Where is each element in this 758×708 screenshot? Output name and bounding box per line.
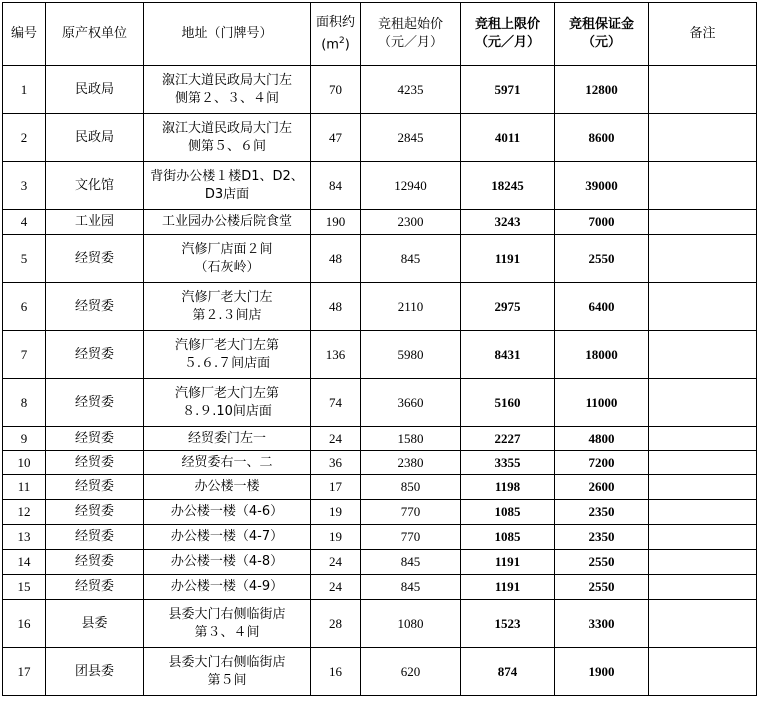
cell-area: 36	[311, 451, 361, 475]
address-line2: 第２.３间店	[192, 307, 262, 323]
cell-owner: 经贸委	[46, 283, 144, 331]
address-line1: 县委大门右侧临街店	[168, 654, 286, 670]
table-row	[3, 550, 757, 575]
address-line2: D3店面	[204, 186, 250, 202]
header-deposit	[555, 3, 649, 66]
cell-no: 13	[3, 525, 46, 550]
cell-remark	[649, 114, 757, 162]
cell-no: 1	[3, 66, 46, 114]
table-row	[3, 500, 757, 525]
cell-deposit: 7200	[555, 451, 649, 475]
cell-remark	[649, 575, 757, 600]
cell-address	[144, 600, 311, 648]
cell-owner: 经贸委	[46, 575, 144, 600]
table-row	[3, 525, 757, 550]
cell-address	[144, 66, 311, 114]
cell-owner: 经贸委	[46, 475, 144, 500]
rental-table	[2, 2, 757, 696]
cell-start-price: 12940	[361, 162, 461, 210]
cell-cap-price: 5971	[461, 66, 555, 114]
cell-address	[144, 210, 311, 235]
cell-area: 24	[311, 550, 361, 575]
cell-address	[144, 500, 311, 525]
header-deposit-line2: （元）	[581, 35, 621, 50]
address-line2: 侧第２、３、４间	[174, 90, 279, 106]
cell-remark	[649, 475, 757, 500]
cell-area: 190	[311, 210, 361, 235]
cell-remark	[649, 600, 757, 648]
address-line1: 溆江大道民政局大门左	[161, 120, 292, 136]
cell-remark	[649, 235, 757, 283]
cell-no: 10	[3, 451, 46, 475]
address-line1: 汽修厂老大门左第	[174, 385, 279, 401]
cell-no: 4	[3, 210, 46, 235]
cell-owner: 经贸委	[46, 550, 144, 575]
cell-deposit: 2600	[555, 475, 649, 500]
cell-deposit: 1900	[555, 648, 649, 696]
cell-start-price: 1580	[361, 427, 461, 451]
address-line2: 第５间	[207, 672, 247, 688]
cell-cap-price: 1198	[461, 475, 555, 500]
cell-owner: 经贸委	[46, 379, 144, 427]
cell-cap-price: 3355	[461, 451, 555, 475]
cell-cap-price: 5160	[461, 379, 555, 427]
header-no: 编号	[3, 3, 46, 66]
cell-address	[144, 575, 311, 600]
cell-deposit: 2550	[555, 575, 649, 600]
header-area-line2	[313, 32, 358, 54]
address-line1: 汽修厂老大门左	[181, 289, 273, 305]
cell-area: 136	[311, 331, 361, 379]
cell-start-price: 850	[361, 475, 461, 500]
address-line1: 办公楼一楼（4-7）	[170, 529, 284, 544]
cell-remark	[649, 427, 757, 451]
cell-no: 15	[3, 575, 46, 600]
cell-remark	[649, 451, 757, 475]
cell-deposit: 6400	[555, 283, 649, 331]
table-row	[3, 475, 757, 500]
address-line1: 背街办公楼１楼D1、D2、	[150, 168, 304, 184]
cell-cap-price: 3243	[461, 210, 555, 235]
cell-cap-price: 1191	[461, 575, 555, 600]
cell-no: 5	[3, 235, 46, 283]
cell-address	[144, 114, 311, 162]
cell-address	[144, 283, 311, 331]
cell-area: 74	[311, 379, 361, 427]
cell-deposit: 4800	[555, 427, 649, 451]
cell-address	[144, 475, 311, 500]
cell-no: 9	[3, 427, 46, 451]
header-cap-line2: （元／月）	[474, 35, 540, 50]
cell-address	[144, 550, 311, 575]
table-row	[3, 451, 757, 475]
cell-start-price: 5980	[361, 331, 461, 379]
cell-address	[144, 331, 311, 379]
table-row	[3, 648, 757, 696]
address-line1: 办公楼一楼	[194, 479, 260, 494]
cell-deposit: 11000	[555, 379, 649, 427]
cell-deposit: 3300	[555, 600, 649, 648]
cell-cap-price: 8431	[461, 331, 555, 379]
cell-no: 16	[3, 600, 46, 648]
table-row	[3, 600, 757, 648]
table-row	[3, 66, 757, 114]
cell-area: 84	[311, 162, 361, 210]
cell-start-price: 4235	[361, 66, 461, 114]
cell-address	[144, 427, 311, 451]
header-cap-line1: 竞租上限价	[474, 17, 540, 32]
cell-cap-price: 1191	[461, 550, 555, 575]
cell-area: 47	[311, 114, 361, 162]
address-line1: 溆江大道民政局大门左	[161, 72, 292, 88]
cell-area: 17	[311, 475, 361, 500]
cell-remark	[649, 210, 757, 235]
cell-remark	[649, 648, 757, 696]
cell-start-price: 2380	[361, 451, 461, 475]
cell-owner: 县委	[46, 600, 144, 648]
cell-owner: 文化馆	[46, 162, 144, 210]
address-line2: 第３、４间	[194, 624, 260, 640]
cell-cap-price: 874	[461, 648, 555, 696]
cell-start-price: 845	[361, 550, 461, 575]
cell-start-price: 2110	[361, 283, 461, 331]
table-row	[3, 235, 757, 283]
cell-no: 3	[3, 162, 46, 210]
cell-area: 24	[311, 575, 361, 600]
address-line1: 经贸委右一、二	[181, 454, 273, 470]
address-line1: 办公楼一楼（4-8）	[170, 554, 284, 569]
cell-no: 8	[3, 379, 46, 427]
cell-start-price: 3660	[361, 379, 461, 427]
cell-address	[144, 162, 311, 210]
address-line1: 汽修厂店面２间	[181, 241, 273, 257]
address-line2: ５.６.７间店面	[183, 355, 271, 371]
cell-cap-price: 2227	[461, 427, 555, 451]
header-address: 地址（门牌号）	[144, 3, 311, 66]
cell-no: 14	[3, 550, 46, 575]
cell-start-price: 770	[361, 500, 461, 525]
cell-area: 28	[311, 600, 361, 648]
header-start-line2: （元／月）	[377, 35, 443, 50]
cell-remark	[649, 331, 757, 379]
cell-address	[144, 525, 311, 550]
cell-remark	[649, 550, 757, 575]
header-area-line1: 面积约	[315, 14, 355, 30]
cell-area: 19	[311, 525, 361, 550]
cell-start-price: 2300	[361, 210, 461, 235]
cell-remark	[649, 500, 757, 525]
table-row	[3, 427, 757, 451]
cell-cap-price: 1523	[461, 600, 555, 648]
table-row	[3, 331, 757, 379]
cell-area: 19	[311, 500, 361, 525]
cell-area: 16	[311, 648, 361, 696]
cell-area: 48	[311, 235, 361, 283]
cell-deposit: 2350	[555, 525, 649, 550]
table-row	[3, 162, 757, 210]
address-line1: 工业园办公楼后院食堂	[161, 214, 292, 229]
cell-remark	[649, 379, 757, 427]
cell-cap-price: 18245	[461, 162, 555, 210]
cell-start-price: 2845	[361, 114, 461, 162]
cell-no: 7	[3, 331, 46, 379]
cell-remark	[649, 66, 757, 114]
address-line1: 汽修厂老大门左第	[174, 337, 279, 353]
cell-deposit: 8600	[555, 114, 649, 162]
cell-remark	[649, 283, 757, 331]
table-row	[3, 283, 757, 331]
cell-deposit: 2550	[555, 550, 649, 575]
cell-owner: 经贸委	[46, 331, 144, 379]
cell-deposit: 39000	[555, 162, 649, 210]
header-area-unit-close: )	[344, 37, 350, 53]
table-row	[3, 575, 757, 600]
header-owner: 原产权单位	[46, 3, 144, 66]
cell-owner: 经贸委	[46, 235, 144, 283]
address-line2: 侧第５、６间	[187, 138, 266, 154]
cell-address	[144, 379, 311, 427]
header-area-unit-open: (m	[321, 37, 339, 53]
cell-start-price: 845	[361, 235, 461, 283]
header-row	[3, 3, 757, 66]
cell-start-price: 620	[361, 648, 461, 696]
cell-owner: 经贸委	[46, 427, 144, 451]
cell-owner: 经贸委	[46, 500, 144, 525]
cell-deposit: 2550	[555, 235, 649, 283]
cell-start-price: 770	[361, 525, 461, 550]
cell-owner: 经贸委	[46, 451, 144, 475]
cell-cap-price: 2975	[461, 283, 555, 331]
cell-no: 2	[3, 114, 46, 162]
header-area-sup: 2	[338, 35, 345, 46]
cell-area: 48	[311, 283, 361, 331]
header-area	[311, 3, 361, 66]
cell-deposit: 7000	[555, 210, 649, 235]
cell-address	[144, 451, 311, 475]
cell-cap-price: 4011	[461, 114, 555, 162]
cell-no: 6	[3, 283, 46, 331]
cell-owner: 经贸委	[46, 525, 144, 550]
address-line2: （石灰岭）	[194, 259, 260, 275]
cell-remark	[649, 525, 757, 550]
header-start-price	[361, 3, 461, 66]
cell-deposit: 18000	[555, 331, 649, 379]
header-deposit-line1: 竞租保证金	[568, 17, 634, 32]
cell-area: 24	[311, 427, 361, 451]
cell-owner: 民政局	[46, 114, 144, 162]
cell-owner: 民政局	[46, 66, 144, 114]
cell-cap-price: 1085	[461, 500, 555, 525]
cell-start-price: 1080	[361, 600, 461, 648]
cell-cap-price: 1191	[461, 235, 555, 283]
cell-address	[144, 648, 311, 696]
address-line1: 县委大门右侧临街店	[168, 606, 286, 622]
cell-owner: 团县委	[46, 648, 144, 696]
cell-cap-price: 1085	[461, 525, 555, 550]
cell-owner: 工业园	[46, 210, 144, 235]
cell-no: 17	[3, 648, 46, 696]
address-line2: ８.９.10间店面	[182, 403, 272, 419]
address-line1: 办公楼一楼（4-6）	[170, 504, 284, 519]
cell-area: 70	[311, 66, 361, 114]
cell-remark	[649, 162, 757, 210]
cell-deposit: 2350	[555, 500, 649, 525]
cell-start-price: 845	[361, 575, 461, 600]
header-cap-price	[461, 3, 555, 66]
table-row	[3, 210, 757, 235]
table-row	[3, 114, 757, 162]
header-remark: 备注	[649, 3, 757, 66]
header-start-line1: 竞租起始价	[377, 17, 443, 32]
cell-no: 12	[3, 500, 46, 525]
cell-address	[144, 235, 311, 283]
cell-no: 11	[3, 475, 46, 500]
cell-deposit: 12800	[555, 66, 649, 114]
address-line1: 办公楼一楼（4-9）	[170, 579, 284, 594]
table-row	[3, 379, 757, 427]
address-line1: 经贸委门左一	[187, 430, 266, 446]
